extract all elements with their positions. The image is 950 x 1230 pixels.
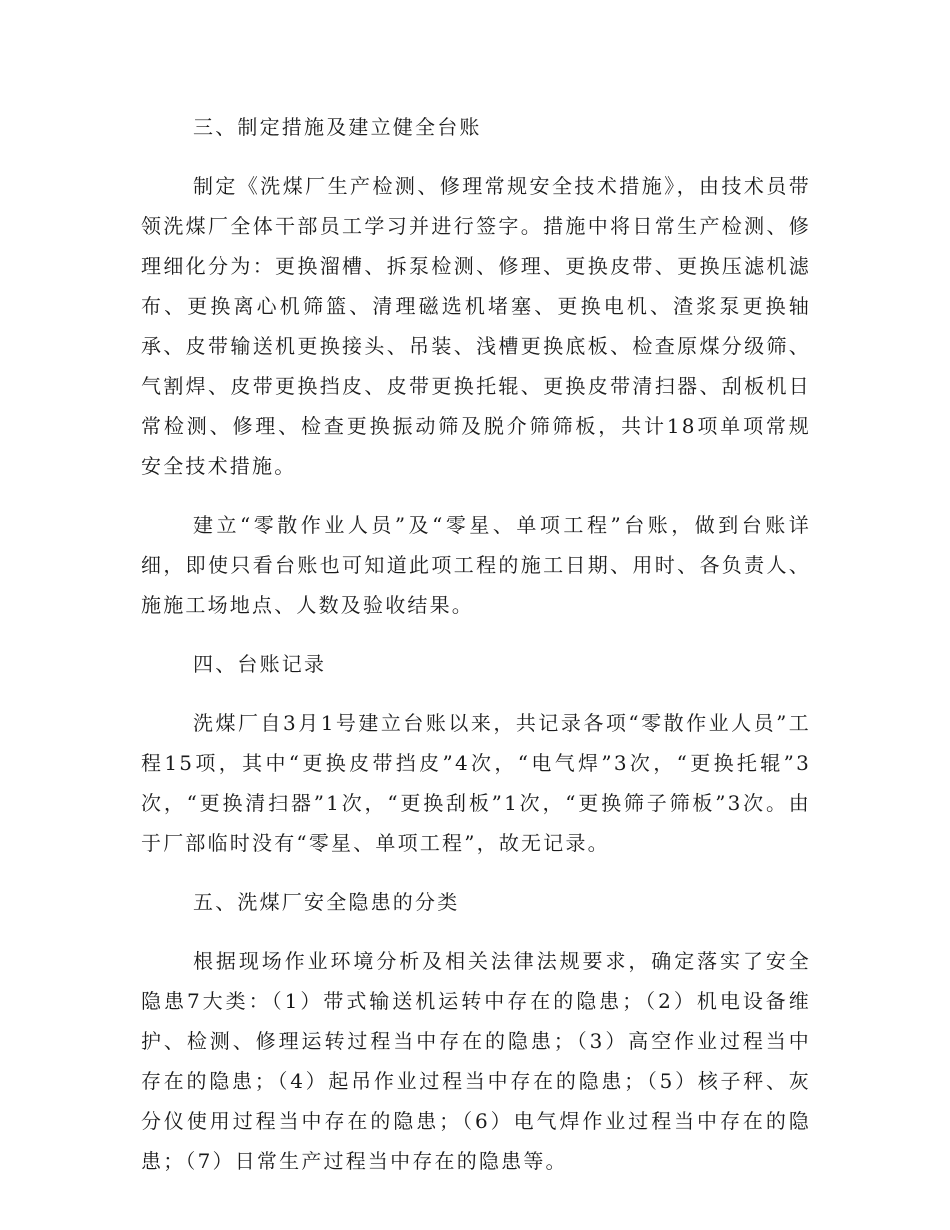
section3-heading: 三、制定措施及建立健全台账 [193,115,482,139]
document-body [141,107,811,1200]
section4-paragraph-1: 洗煤厂自3月1号建立台账以来，共记录各项“零散作业人员”工程15项，其中“更换皮带挡皮”4次，“电气焊”3次，“更换托辊”3次，“更换清扫器”1次，“更换刮板”1次，“更换筛子筛板”3次。由于厂部临时没有“零星、单项工程”，故无记录。 [141,711,811,855]
section4-heading: 四、台账记录 [193,652,327,676]
section5-paragraph-1: 根据现场作业环境分析及相关法律法规要求，确定落实了安全隐患7大类：（1）带式输送机运转中存在的隐患；（2）机电设备维护、检测、修理运转过程当中存在的隐患；（3）高空作业过程当中存在的隐患；（4）起吊作业过程当中存在的隐患；（5）核子秤、灰分仪使用过程当中存在的隐患；（6）电气焊作业过程当中存在的隐患；（7）日常生产过程当中存在的隐患等。 [141,949,811,1173]
section3-paragraph-2: 建立“零散作业人员”及“零星、单项工程”台账，做到台账详细，即使只看台账也可知道此项工程的施工日期、用时、各负责人、施施工场地点、人数及验收结果。 [141,513,811,617]
section5-heading: 五、洗煤厂安全隐患的分类 [193,890,460,914]
section3-paragraph-1: 制定《洗煤厂生产检测、修理常规安全技术措施》，由技术员带领洗煤厂全体干部员工学习并进行签字。措施中将日常生产检测、修理细化分为：更换溜槽、拆泵检测、修理、更换皮带、更换压滤机滤布、更换离心机筛篮、清理磁选机堵塞、更换电机、渣浆泵更换轴承、皮带输送机更换接头、吊装、浅槽更换底板、检查原煤分级筛、气割焊、皮带更换挡皮、皮带更换托辊、更换皮带清扫器、刮板机日常检测、修理、检查更换振动筛及脱介筛筛板，共计18项单项常规安全技术措施。 [141,174,811,478]
